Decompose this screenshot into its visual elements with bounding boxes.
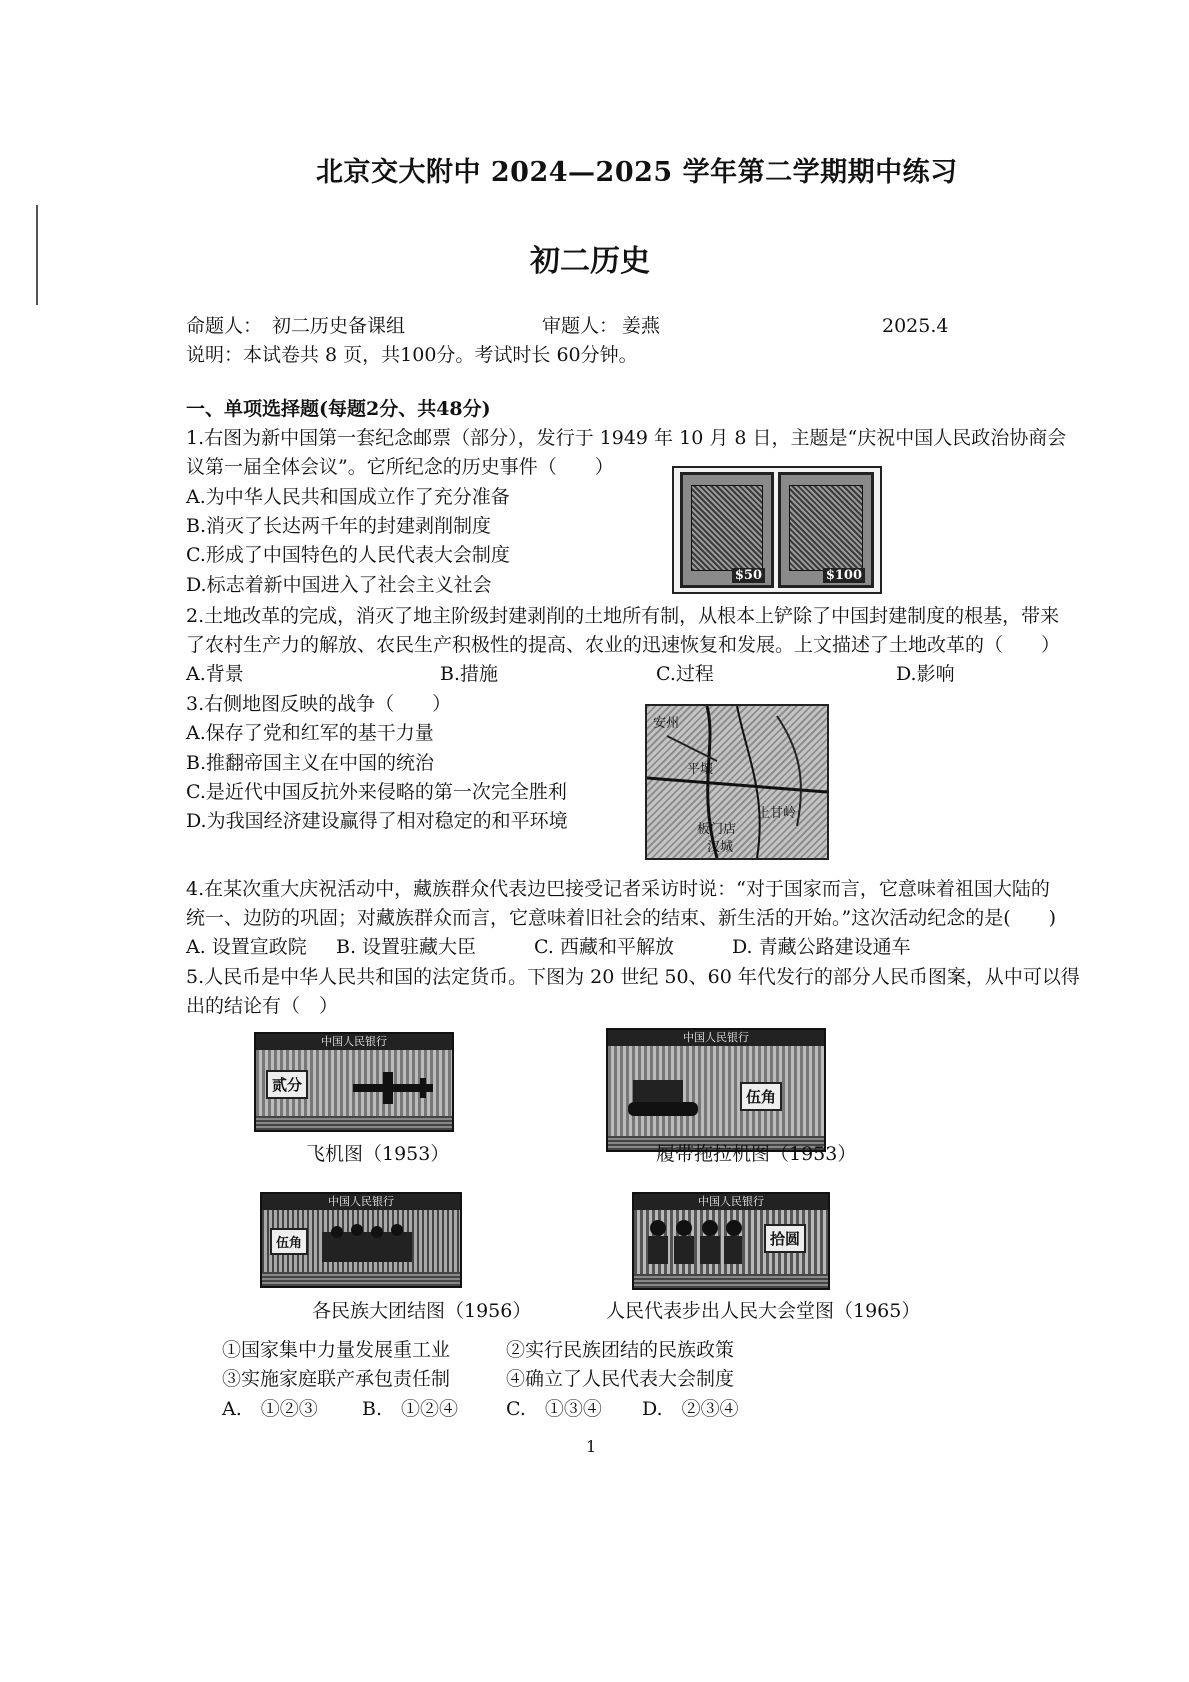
q3-option-b: B.推翻帝国主义在中国的统治 (186, 752, 435, 774)
q3-war-map (645, 704, 829, 860)
q3-stem: 3.右侧地图反映的战争（ ） (186, 693, 452, 715)
q5-stem-line1: 5.人民币是中华人民共和国的法定货币。下图为 20 世纪 50、60 年代发行的部分人民币图案，从中可以得 (186, 966, 1080, 988)
q5-option-b: B. ①②④ (362, 1398, 459, 1420)
q4-option-c: C. 西藏和平解放 (534, 936, 674, 958)
reviewer-label: 审题人： (542, 315, 619, 337)
author-label: 命题人： (186, 315, 263, 337)
stamp-right (778, 472, 874, 588)
section-title: 一、单项选择题(每题2分、共48分) (186, 398, 491, 420)
banknote-airplane-denom: 贰分 (266, 1070, 308, 1099)
q1-option-b: B.消灭了长达两千年的封建剥削制度 (186, 515, 492, 537)
q1-stem-line2: 议第一届全体会议”。它所纪念的历史事件（ ） (186, 456, 614, 478)
q4-stem-line1: 4.在某次重大庆祝活动中，藏族群众代表边巴接受记者采访时说：“对于国家而言，它意味着祖国大陆的 (186, 878, 1050, 900)
banknote-tractor-denom: 伍角 (740, 1082, 782, 1111)
exam-date: 2025.4 (882, 315, 949, 337)
banknote-peoples-deputies (632, 1192, 830, 1290)
q2-option-c: C.过程 (656, 663, 714, 685)
q2-option-b: B.措施 (440, 663, 499, 685)
q1-option-d: D.标志着新中国进入了社会主义社会 (186, 574, 492, 596)
stamp-left (680, 472, 774, 588)
q5-statement-1: ①国家集中力量发展重工业 (222, 1339, 451, 1361)
airplane-icon (348, 1068, 438, 1108)
scan-edge-line (36, 205, 38, 305)
q5-option-d: D. ②③④ (642, 1398, 739, 1420)
banknote-ethnic-header: 中国人民银行 (262, 1194, 460, 1210)
map-label-anzhou: 安州 (653, 716, 680, 731)
crowd-icon (322, 1222, 412, 1262)
reviewer-value: 姜燕 (622, 315, 661, 337)
q2-stem-line1: 2.土地改革的完成，消灭了地主阶级封建剥削的土地所有制，从根本上铲除了中国封建制度的根基，带来 (186, 605, 1060, 627)
q3-option-c: C.是近代中国反抗外来侵略的第一次完全胜利 (186, 781, 567, 803)
tractor-icon (628, 1070, 708, 1120)
q2-option-d: D.影响 (896, 663, 955, 685)
banknote-ethnic-denom: 伍角 (270, 1228, 308, 1255)
q5-statement-4: ④确立了人民代表大会制度 (506, 1368, 735, 1390)
q5-stem-line2: 出的结论有（ ） (186, 995, 339, 1017)
author-value: 初二历史备课组 (272, 315, 406, 337)
banknote-deputies-header: 中国人民银行 (634, 1194, 828, 1210)
map-label-pyongyang: 平壤 (687, 762, 714, 777)
q4-stem-line2: 统一、边防的巩固；对藏族群众而言，它意味着旧社会的结束、新生活的开始。”这次活动纪念的是( ) (186, 907, 1057, 929)
banknote-deputies-denom: 拾圆 (764, 1224, 806, 1253)
banknote-ethnic-unity (260, 1192, 462, 1288)
exam-note: 说明：本试卷共 8 页，共100分。考试时长 60分钟。 (186, 344, 638, 366)
caption-tractor: 履带拖拉机图（1953） (656, 1143, 857, 1165)
q1-option-a: A.为中华人民共和国成立作了充分准备 (186, 486, 510, 508)
caption-airplane: 飞机图（1953） (306, 1143, 450, 1165)
stamp-right-value: $100 (823, 568, 865, 583)
caption-ethnic-unity: 各民族大团结图（1956） (312, 1300, 532, 1322)
page-number: 1 (586, 1437, 597, 1456)
banknote-airplane (254, 1032, 454, 1132)
banknote-tractor-header: 中国人民银行 (608, 1030, 824, 1046)
q3-option-d: D.为我国经济建设赢得了相对稳定的和平环境 (186, 810, 568, 832)
q4-option-b: B. 设置驻藏大臣 (336, 936, 477, 958)
q5-statement-2: ②实行民族团结的民族政策 (506, 1339, 735, 1361)
banknote-tractor (606, 1028, 826, 1152)
q5-option-c: C. ①③④ (506, 1398, 602, 1420)
caption-peoples-deputies: 人民代表步出人民大会堂图（1965） (606, 1300, 921, 1322)
exam-title: 北京交大附中 2024—2025 学年第二学期期中练习 (316, 157, 958, 188)
q2-option-a: A.背景 (186, 663, 244, 685)
q2-stem-line2: 了农村生产力的解放、农民生产积极性的提高、农业的迅速恢复和发展。上文描述了土地改革的（ ） (186, 634, 1061, 656)
q5-option-a: A. ①②③ (222, 1398, 318, 1420)
q4-option-a: A. 设置宣政院 (186, 936, 307, 958)
q5-statement-3: ③实施家庭联产承包责任制 (222, 1368, 451, 1390)
map-label-panmunjom: 板门店 (697, 822, 737, 837)
q1-stamps-image (672, 466, 882, 594)
banknote-airplane-header: 中国人民银行 (256, 1034, 452, 1050)
q1-stem-line1: 1.右图为新中国第一套纪念邮票（部分），发行于 1949 年 10 月 8 日，主题是“庆祝中国人民政治协商会 (186, 427, 1067, 449)
subject-title: 初二历史 (530, 244, 650, 279)
map-label-seoul: 汉城 (707, 840, 734, 855)
stamp-left-value: $50 (732, 568, 765, 583)
map-label-shangganling: 上甘岭 (757, 806, 797, 821)
q1-option-c: C.形成了中国特色的人民代表大会制度 (186, 544, 510, 566)
q4-option-d: D. 青藏公路建设通车 (732, 936, 911, 958)
q3-option-a: A.保存了党和红军的基干力量 (186, 722, 434, 744)
people-icon (644, 1216, 744, 1266)
